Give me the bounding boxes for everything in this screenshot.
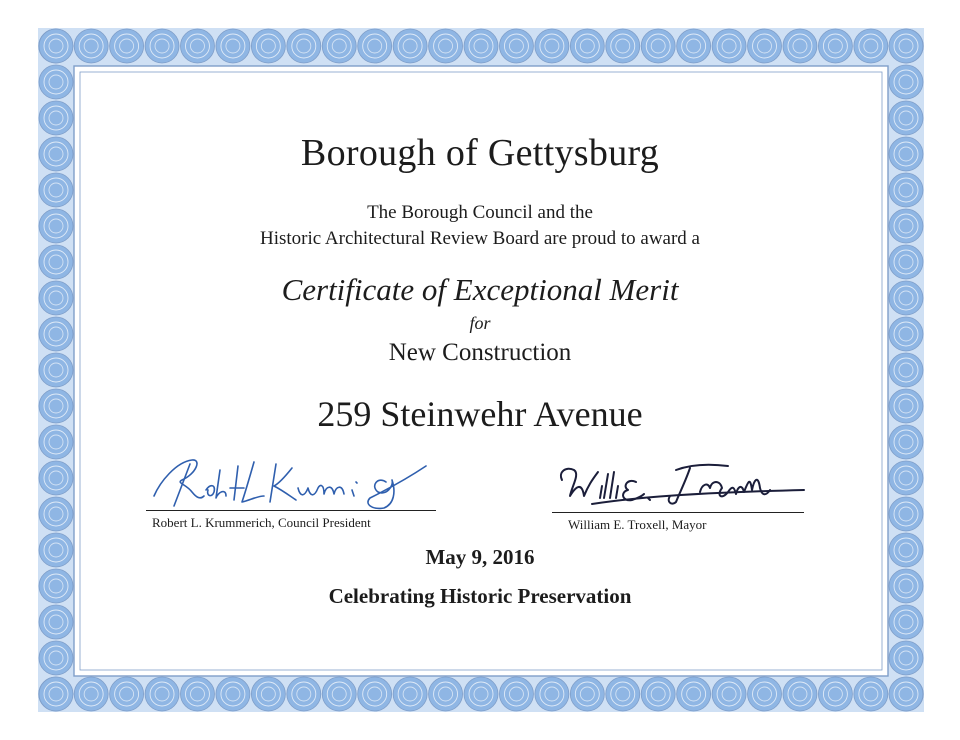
signature-krummerich xyxy=(146,452,436,512)
award-name: Certificate of Exceptional Merit xyxy=(281,272,679,307)
signature-block-council-president xyxy=(146,452,436,532)
footer-tagline: Celebrating Historic Preservation xyxy=(328,584,632,608)
signature-line xyxy=(552,512,804,513)
certificate-title: Borough of Gettysburg xyxy=(300,132,660,174)
for-word: for xyxy=(469,313,491,333)
award-date: May 9, 2016 xyxy=(425,545,535,569)
signer-name-title: Robert L. Krummerich, Council President xyxy=(152,515,371,530)
intro-line-2: Historic Architectural Review Board are proud to award a xyxy=(259,228,700,249)
intro-line-1: The Borough Council and the xyxy=(367,202,593,223)
award-category: New Construction xyxy=(388,339,572,366)
signature-line xyxy=(146,510,436,511)
signer-name-title: William E. Troxell, Mayor xyxy=(568,517,707,532)
signature-troxell xyxy=(552,456,814,516)
property-address: 259 Steinwehr Avenue xyxy=(317,394,643,434)
signature-block-mayor xyxy=(552,456,814,532)
